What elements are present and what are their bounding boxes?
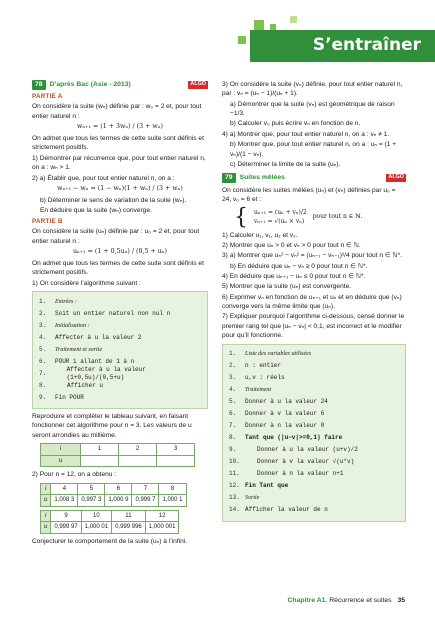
- algo-line: 4. Affecter à u la valeur 2: [39, 333, 142, 341]
- table-cell: 12: [145, 510, 179, 522]
- condition: pour tout n ∈ ℕ.: [312, 213, 363, 221]
- table-cell: [81, 455, 119, 467]
- formula: uₙ₊₁ = (1 + 0,5uₙ) / (0,5 + uₙ): [72, 248, 167, 256]
- formula: vₙ₊₁ = √(uₙ × vₙ): [254, 217, 305, 225]
- algo-line: 3. u,v : réels: [229, 374, 285, 382]
- table-cell: [157, 455, 195, 467]
- text: On admet que tous les termes de cette suite sont définis et strictement positifs.: [32, 260, 204, 277]
- banner-title: S’entraîner: [312, 35, 421, 55]
- question: b) Montrer que, pour tout entier naturel n, on a : uₙ = (1 + vₙ)/(1 − vₙ).: [230, 141, 397, 158]
- algo-line: 5. Donner à u la valeur 24: [229, 398, 328, 406]
- algo-line: 11. Donner à n la valeur n+1: [229, 470, 344, 478]
- page-banner: [0, 0, 435, 74]
- question: 4) a) Montrer que, pour tout entier naturel n, on a : vₙ ≠ 1.: [222, 130, 390, 138]
- question: 7) Expliquer pourquoi l’algorithme ci-dessous, censé donner le premier rang tel que |uₙ − vₙ| < 0,1, est incorrect et le modifier pour qu’il fonctionne.: [222, 313, 405, 340]
- question: 3) a) Montrer que uₙ² − vₙ² = (uₙ₋₁ − vₙ₋₁)²/4 pour tout n ∈ ℕ*.: [222, 252, 403, 260]
- algo-line: 5. Traitement et sortie: [39, 345, 102, 353]
- table-cell: 2: [119, 444, 157, 456]
- table-cell: 5: [78, 483, 105, 495]
- text: On considère la suite (wₙ) définie par : w₀ = 2 et, pour tout entier naturel n :: [32, 103, 202, 120]
- exercise-78-header: [32, 80, 208, 90]
- table-cell: 3: [157, 444, 195, 456]
- algo-line: 9. Donner à u la valeur (u+v)/2: [229, 446, 358, 454]
- algo-line: 2. Soit un entier naturel non nul n: [39, 309, 171, 317]
- table-cell: 9: [51, 510, 81, 522]
- algo-line: 3. Initialisation :: [39, 321, 90, 329]
- algo-line: 6. Donner à v la valeur 6: [229, 410, 325, 418]
- table-cell: 4: [51, 483, 78, 495]
- algo-line: 7. Affecter à u la valeur (1+0,5u)/(0,5+u): [39, 365, 146, 382]
- algo-line: 9. Fin POUR: [39, 393, 84, 401]
- text: On considère la suite (uₙ) définie par : u₀ = 2 et, pour tout entier naturel n :: [32, 228, 200, 245]
- exercise-title: Suites mêlées: [239, 174, 285, 182]
- table-cell: u: [41, 522, 51, 534]
- table-cell: [119, 455, 157, 467]
- algo-line: 2. n : entier: [229, 362, 282, 370]
- question: a) Démontrer que la suite (vₙ) est géométrique de raison −1/3.: [230, 100, 395, 118]
- recurrence-system: [234, 204, 406, 230]
- part-b-heading: PARTIE B: [32, 217, 63, 225]
- exercise-title: D’après Bac (Asie - 2013): [49, 81, 131, 88]
- table-n12-a: [40, 483, 187, 507]
- table-cell: 6: [105, 483, 132, 495]
- algo-badge: ALGO: [190, 80, 206, 87]
- table-n12-b: [40, 510, 179, 534]
- table-cell: 0,999 97: [51, 522, 81, 534]
- algo-line: 6. POUR i allant de 1 à n: [39, 357, 135, 365]
- algo-line: 8. Afficher u: [39, 381, 104, 389]
- page-number: 35: [397, 597, 405, 604]
- formula: wₙ₊₁ = (1 + 3wₙ) / (3 + wₙ): [77, 123, 163, 131]
- question: En déduire que la suite (wₙ) converge.: [40, 207, 152, 215]
- question: b) Déterminer le sens de variation de la suite (wₙ).: [40, 196, 187, 204]
- algorithm-box: [222, 344, 406, 522]
- exercise-79-header: [222, 173, 406, 183]
- question: b) Calculer v₀ puis écrire vₙ en fonction de n.: [230, 120, 361, 128]
- question: b) En déduire que uₙ − vₙ ≥ 0 pour tout n ∈ ℕ*.: [230, 262, 368, 270]
- text: Reproduire et compléter le tableau suivant, en faisant fonctionner cet algorithme pour n = 3. Les valeurs de u seront arrondies au millième.: [32, 413, 192, 439]
- table-cell: 1,000 01: [81, 522, 111, 534]
- text: On considère les suites mêlées (uₙ) et (vₙ) définies par u₀ = 24, v₀ = 6 et :: [222, 186, 396, 204]
- page-footer: [288, 596, 405, 606]
- algo-line: 12. Fin Tant que: [229, 482, 289, 490]
- algo-line: 1. Liste des variables utilisées: [229, 350, 312, 358]
- question: 6) Exprimer vₙ en fonction de uₙ₊₁ et uₙ et en déduire que (vₙ) converge vers la même limite que (uₙ).: [222, 293, 402, 311]
- question: 4) En déduire que uₙ₊₁ − uₙ ≤ 0 pour tout n ∈ ℕ*.: [222, 273, 366, 281]
- table-cell: 7: [132, 483, 159, 495]
- table-cell: 0,999 7: [132, 495, 159, 507]
- algo-line: 10. Donner à v la valeur √(u*v): [229, 458, 355, 466]
- table-n3: [40, 443, 195, 467]
- question: 2) Montrer que uₙ > 0 et vₙ > 0 pour tout n ∈ ℕ.: [222, 241, 361, 249]
- question: Conjecturer le comportement de la suite (uₙ) à l’infini.: [32, 537, 188, 545]
- left-column: [32, 80, 208, 547]
- question: 1) Calculer u₁, v₁, u₂ et v₂.: [222, 231, 298, 239]
- table-cell: 10: [81, 510, 111, 522]
- algo-line: 8. Tant que (|u−v|>=0,1) faire: [229, 434, 343, 442]
- text: On admet que tous les termes de cette suite sont définis et strictement positifs.: [32, 135, 204, 152]
- table-cell: u: [41, 495, 51, 507]
- table-cell: i: [41, 510, 51, 522]
- right-column: [222, 80, 406, 525]
- brace: {: [234, 204, 248, 230]
- formula: uₙ₊₁ = (uₙ + vₙ)/2: [254, 209, 307, 217]
- table-cell: 1,008 3: [51, 495, 78, 507]
- question: 5) Montrer que la suite (uₙ) est convergente.: [222, 283, 352, 291]
- algo-line: 4. Traitement: [229, 386, 272, 394]
- question: 2) a) Établir que, pour tout entier naturel n, on a :: [32, 174, 175, 182]
- table-cell: 1: [81, 444, 119, 456]
- algo-badge: ALGO: [388, 174, 404, 181]
- table-cell: u: [41, 455, 81, 467]
- exercise-number: 78: [32, 80, 46, 90]
- table-cell: 1,000 9: [105, 495, 132, 507]
- question: c) Déterminer la limite de la suite (uₙ).: [230, 160, 341, 168]
- algo-line: 1. Entrées :: [39, 297, 77, 305]
- chapter-title: Récurrence et suites: [329, 597, 392, 604]
- table-cell: 8: [159, 483, 186, 495]
- formula: wₙ₊₁ − wₙ = (1 − wₙ)(1 + wₙ) / (3 + wₙ): [57, 184, 183, 192]
- algo-line: 14. Afficher la valeur de n: [229, 506, 328, 514]
- algo-line: 13. Sortie: [229, 494, 260, 502]
- question: 3) On considère la suite (vₙ) définie, pour tout entier naturel n, par : vₙ = (uₙ − 1)/(uₙ + 1).: [222, 81, 403, 98]
- question: 2) Pour n = 12, on a obtenu :: [32, 471, 117, 479]
- question: 1) Démontrer par récurrence que, pour tout entier naturel n, on a : wₙ > 1.: [32, 154, 206, 172]
- chapter-label: Chapitre A1.: [287, 597, 328, 604]
- table-cell: i: [41, 483, 51, 495]
- table-cell: 0,997 3: [78, 495, 105, 507]
- table-cell: 0,999 996: [112, 522, 146, 534]
- algorithm-box: [32, 291, 208, 409]
- question: 1) On considère l’algorithme suivant :: [32, 279, 141, 287]
- table-cell: 1,000 001: [145, 522, 179, 534]
- algo-line: 7. Donner à n la valeur 0: [229, 422, 325, 430]
- exercise-number: 79: [222, 173, 236, 183]
- table-cell: 1,000 1: [159, 495, 186, 507]
- table-cell: 11: [112, 510, 146, 522]
- part-a-heading: PARTIE A: [32, 92, 63, 100]
- table-cell: i: [41, 444, 81, 456]
